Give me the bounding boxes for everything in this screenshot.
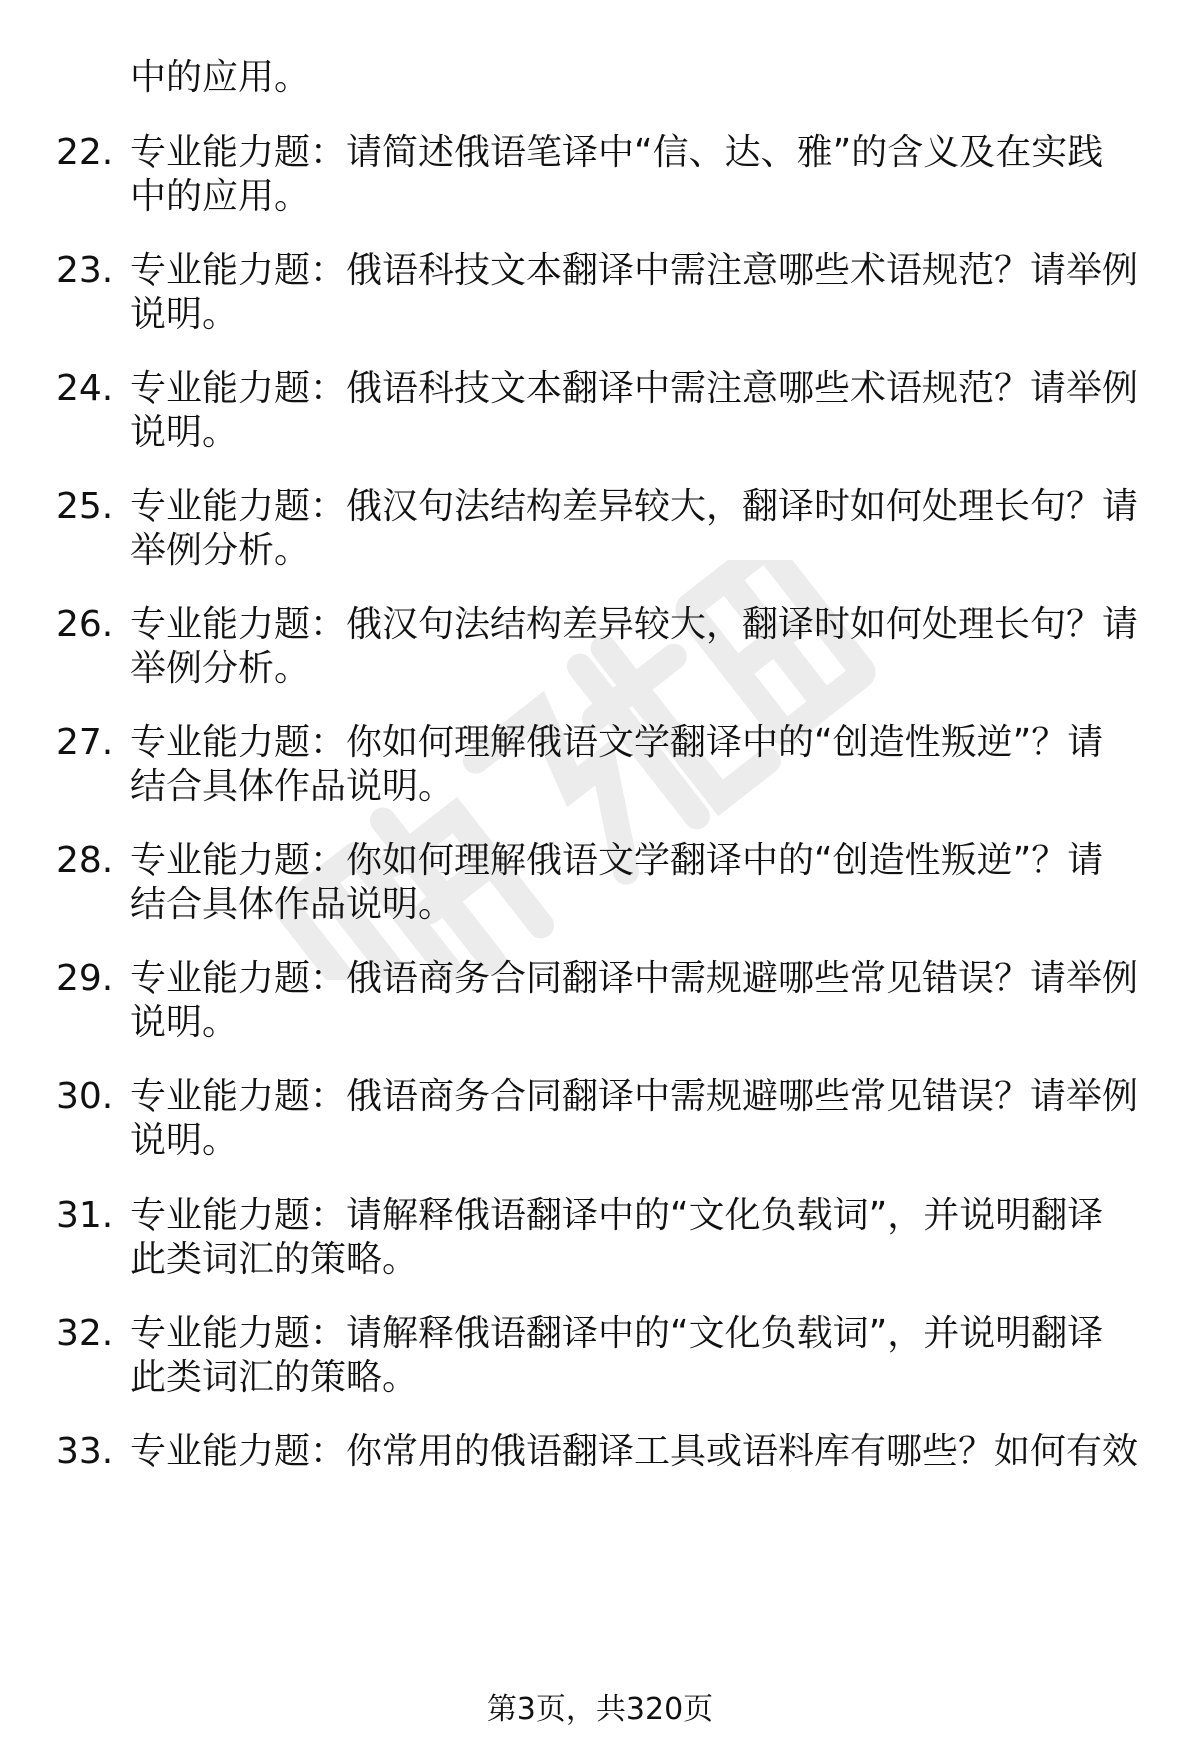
question-text-continued: 举例分析。	[130, 648, 311, 689]
question-text-continued: 说明。	[130, 294, 239, 335]
question-text: 专业能力题：俄语商务合同翻译中需规避哪些常见错误？请举例	[130, 1076, 1139, 1117]
question-text: 专业能力题：请简述俄语笔译中“信、达、雅”的含义及在实践	[130, 132, 1104, 173]
question-number: 25.	[56, 486, 114, 527]
question-number: 31.	[56, 1195, 114, 1236]
question-number: 26.	[56, 604, 114, 645]
question-number: 23.	[56, 250, 114, 291]
question-number: 29.	[56, 958, 114, 999]
question-text-continued: 中的应用。	[130, 176, 311, 217]
question-text: 专业能力题：请解释俄语翻译中的“文化负载词”，并说明翻译	[130, 1195, 1104, 1236]
question-text: 专业能力题：俄语商务合同翻译中需规避哪些常见错误？请举例	[130, 958, 1139, 999]
question-text-continued: 此类词汇的策略。	[130, 1357, 419, 1398]
page-number-footer: 第3页，共320页	[486, 1692, 714, 1727]
question-text-continued: 结合具体作品说明。	[130, 884, 455, 925]
continuation-text: 中的应用。	[130, 57, 311, 98]
question-text-continued: 结合具体作品说明。	[130, 766, 455, 807]
question-text-continued: 举例分析。	[130, 530, 311, 571]
question-text: 专业能力题：俄语科技文本翻译中需注意哪些术语规范？请举例	[130, 250, 1139, 291]
question-number: 27.	[56, 722, 114, 763]
question-text-continued: 说明。	[130, 1002, 239, 1043]
question-text: 专业能力题：请解释俄语翻译中的“文化负载词”，并说明翻译	[130, 1313, 1104, 1354]
question-text: 专业能力题：俄语科技文本翻译中需注意哪些术语规范？请举例	[130, 368, 1139, 409]
question-number: 24.	[56, 368, 114, 409]
question-number: 22.	[56, 132, 114, 173]
question-text: 专业能力题：俄汉句法结构差异较大，翻译时如何处理长句？请	[130, 604, 1139, 645]
question-number: 33.	[56, 1431, 114, 1472]
question-number: 32.	[56, 1313, 114, 1354]
question-text-continued: 说明。	[130, 1120, 239, 1161]
question-number: 28.	[56, 840, 114, 881]
question-text: 专业能力题：你如何理解俄语文学翻译中的“创造性叛逆”？请	[130, 722, 1104, 763]
question-text: 专业能力题：你如何理解俄语文学翻译中的“创造性叛逆”？请	[130, 840, 1104, 881]
question-text-continued: 说明。	[130, 412, 239, 453]
question-text: 专业能力题：俄汉句法结构差异较大，翻译时如何处理长句？请	[130, 486, 1139, 527]
question-number: 30.	[56, 1076, 114, 1117]
question-text: 专业能力题：你常用的俄语翻译工具或语料库有哪些？如何有效	[130, 1431, 1139, 1472]
question-text-continued: 此类词汇的策略。	[130, 1239, 419, 1280]
